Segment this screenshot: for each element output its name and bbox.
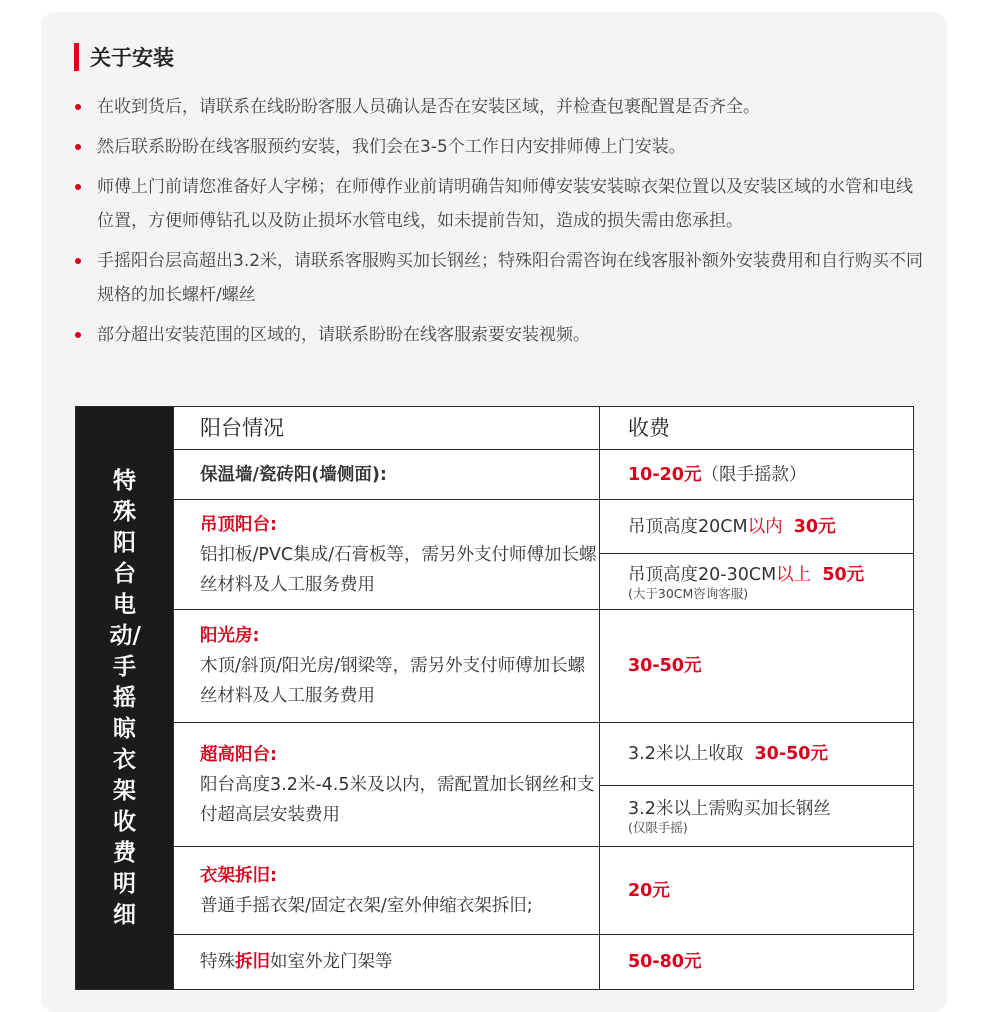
list-item-text: 手摇阳台层高超出3.2米，请联系客服购买加长钢丝；特殊阳台需咨询在线客服补额外安装费用和自行购买不同规格的加长螺杆/螺丝 <box>97 251 924 305</box>
situation-desc: 铝扣板/PVC集成/石膏板等，需另外支付师傅加长螺丝材料及人工服务费用 <box>200 544 597 595</box>
fee-price: 50元 <box>822 564 865 585</box>
fee-cell <box>600 847 914 935</box>
table-row <box>76 610 914 723</box>
table-row <box>76 450 914 500</box>
situation-cell <box>174 847 600 935</box>
column-header-fee: 收费 <box>600 407 914 450</box>
situation-desc: 阳台高度3.2米-4.5米及以内，需配置加长钢丝和支付超高层安装费用 <box>200 774 595 825</box>
list-item <box>74 130 924 164</box>
table-row <box>76 847 914 935</box>
fee-note: (仅限手摇) <box>628 820 688 835</box>
situation-desc: 保温墙/瓷砖阳(墙侧面): <box>200 464 387 485</box>
column-header-situation: 阳台情况 <box>174 407 600 450</box>
heading-accent-bar <box>74 43 79 71</box>
fee-note: (大于30CM咨询客服) <box>628 585 749 601</box>
table-row <box>76 935 914 990</box>
fee-text: 吊顶高度20CM <box>628 516 748 537</box>
list-item <box>74 318 924 352</box>
list-item <box>74 170 924 238</box>
fee-price: 50-80元 <box>628 952 702 972</box>
fee-text: 吊顶高度20-30CM <box>628 564 777 585</box>
table-row <box>76 500 914 554</box>
fee-text: 3.2米以上需购买加长钢丝 <box>628 799 831 819</box>
situation-cell <box>174 935 600 990</box>
situation-desc-prefix: 特殊 <box>200 952 235 972</box>
situation-title: 吊顶阳台: <box>200 514 277 535</box>
situation-cell <box>174 500 600 610</box>
list-item-text: 师傅上门前请您准备好人字梯；在师傅作业前请明确告知师傅安装安装晾衣架位置以及安装区域的水管和电线位置，方便师傅钻孔以及防止损坏水管电线，如未提前告知，造成的损失需由您承担。 <box>97 177 913 231</box>
fee-price: 20元 <box>628 880 670 901</box>
fee-text: 3.2米以上收取 <box>628 744 744 764</box>
section-heading <box>74 42 174 72</box>
bullet-dot-icon <box>75 184 81 190</box>
fee-cell <box>600 786 914 847</box>
table-side-label: 特殊阳台电动/手摇晾衣架收费明细 <box>76 407 174 990</box>
situation-desc-highlight: 拆旧 <box>235 952 270 972</box>
situation-desc: 木顶/斜顶/阳光房/钢梁等，需另外支付师傅加长螺丝材料及人工服务费用 <box>200 656 586 706</box>
fee-cell <box>600 554 914 610</box>
situation-cell <box>174 723 600 847</box>
table-row <box>76 723 914 786</box>
situation-desc: 普通手摇衣架/固定衣架/室外伸缩衣架拆旧; <box>200 895 533 916</box>
fee-price: 30-50元 <box>754 744 828 764</box>
fee-price: 30元 <box>793 516 836 537</box>
fee-cell <box>600 723 914 786</box>
table-header-row <box>76 407 914 450</box>
situation-cell <box>174 450 600 500</box>
situation-title: 衣架拆旧: <box>200 865 277 886</box>
fee-highlight: 以内 <box>747 516 783 537</box>
list-item <box>74 244 924 312</box>
situation-title: 阳光房: <box>200 626 260 646</box>
bullet-dot-icon <box>75 258 81 264</box>
fee-cell <box>600 500 914 554</box>
fee-price: 30-50元 <box>628 656 702 676</box>
situation-cell <box>174 610 600 723</box>
installation-notes-list <box>74 90 924 358</box>
fee-note: （限手摇款） <box>701 464 807 485</box>
bullet-dot-icon <box>75 332 81 338</box>
list-item-text: 然后联系盼盼在线客服预约安装，我们会在3-5个工作日内安排师傅上门安装。 <box>97 137 686 157</box>
fee-highlight: 以上 <box>776 564 812 585</box>
fee-cell <box>600 935 914 990</box>
section-title: 关于安装 <box>90 46 174 70</box>
bullet-dot-icon <box>75 104 81 110</box>
fee-table <box>75 406 914 990</box>
bullet-dot-icon <box>75 144 81 150</box>
list-item <box>74 90 924 124</box>
list-item-text: 部分超出安装范围的区域的，请联系盼盼在线客服索要安装视频。 <box>97 325 590 345</box>
list-item-text: 在收到货后，请联系在线盼盼客服人员确认是否在安装区域，并检查包裹配置是否齐全。 <box>97 97 760 117</box>
fee-price: 10-20元 <box>628 464 702 485</box>
fee-cell <box>600 610 914 723</box>
situation-desc-suffix: 如室外龙门架等 <box>270 952 393 972</box>
fee-cell <box>600 450 914 500</box>
situation-title: 超高阳台: <box>200 744 277 765</box>
